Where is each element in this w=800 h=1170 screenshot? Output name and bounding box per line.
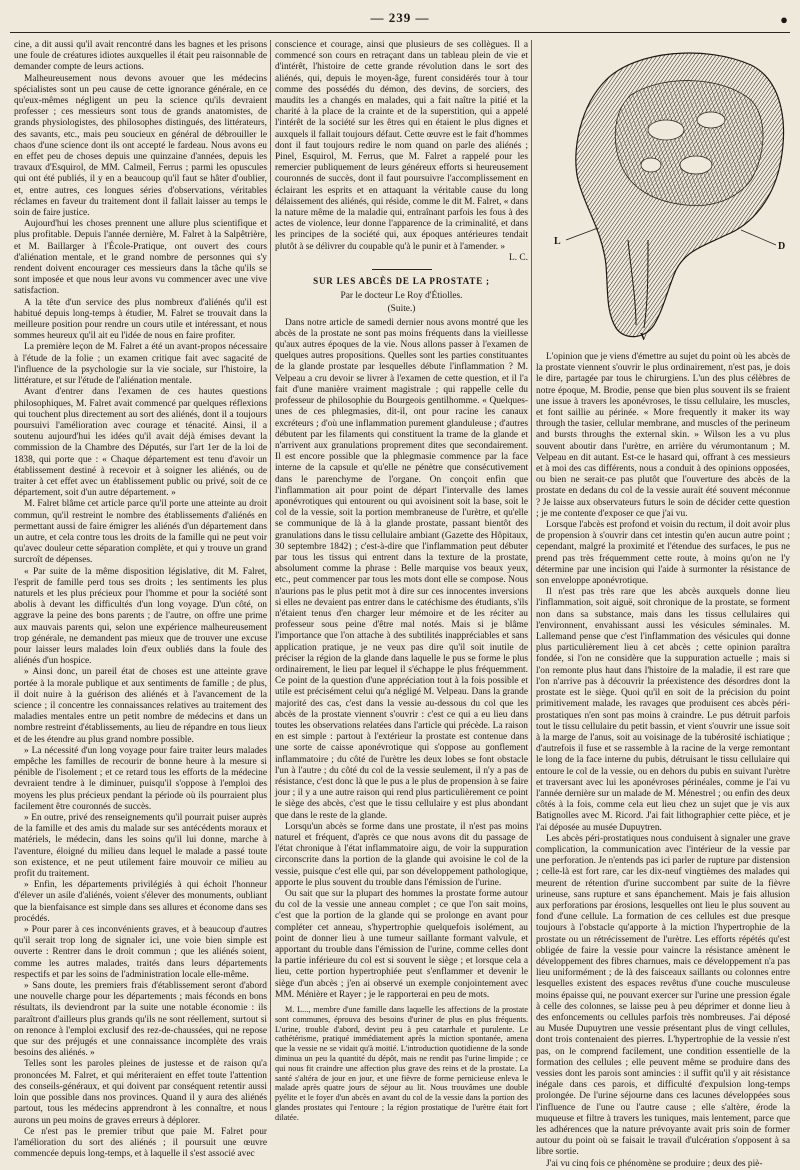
paragraph: A la tête d'un service des plus nombreux d'aliénés qu'il est habitué depuis long-temps à étudier, M. Falret se trouvait dans la meilleure position pour rendre un cours utile et intéressant, et nous sommes heureux qu'il ait eu l'idée de nous en faire profiter. [14,297,267,342]
section-rule [372,269,432,270]
prostate-specimen-illustration [536,40,790,345]
paragraph: Malheureusement nous devons avouer que les médecins spécialistes sont un peu cause de cette ignorance générale, en ce qu'eux-mêmes négligent un peu la science qu'ils devraient professer ; ces messieurs sont tous de grands anatomistes, de grands physiologistes, des philosophes distingués, des littérateurs, des savants, etc., mais peu soucieux en général de débrouiller le chaos d'une science dont ils ont accepté le fardeau. Nous avons eu en effet peu de choses depuis une quinzaine d'années, depuis les travaux d'Esquirol, de MM. Calmeil, Ferrus ; parmi les opuscules qui ont été publiés, il y en a beaucoup qu'il faut se hâter d'oublier, et, entre autres, ces longues séries d'observations, véritables réclames en faveur du traitement dont il fallait laisser au temps le soin de faire justice. [14,73,267,219]
article-title: SUR LES ABCÈS DE LA PROSTATE ; [313,276,490,287]
paragraph: » Ainsi donc, un pareil état de choses est une atteinte grave portée à la morale publique et aux sentiments de famille ; de plus, il doit nuire à la guérison des aliénés et à l'avancement de la science ; il concentre les connaissances relatives au traitement des maladies mentales entre un petit nombre de médecins et dans un nombre restreint d'établissements, au lieu de répandre en tous lieux et de les étendre au plus grand nombre possible. [14,667,267,745]
column-divider [531,40,532,1110]
paragraph: » En outre, privé des renseignements qu'il pourrait puiser auprès de la famille et des amis du malade sur ses antécédents moraux et matériels, le médecin, dans les soins qu'il lui donne, marche à l'aventure, éloigné du milieu dans lequel le malade a passé toute son existence, et ne peut utilement faire mouvoir ce milieu au profit du traitement. [14,813,267,880]
page-header [0,10,800,32]
paragraph: Ou sait que sur la plupart des hommes la prostate forme autour du col de la vessie une anneau complet ; ce que l'on sait moins, c'est que la portion de la glande qui se prolonge en avant pour compléter cet anneau, s'hypertrophie quelquefois isolément, au point de donner lieu à une tumeur saillante formant valvule, et apportant du trouble dans l'émission de l'urine, comme celles dont la partie inférieure du col est si souvent le siège ; et lorsque cela a lieu, cette portion hypertrophiée peut s'enflammer et devenir le siège d'un abcès ; j'en ai observé un exemple conjointement avec MM. Ménière et Rayer ; je le rapporterai en peu de mots. [275,889,528,1000]
paragraph: Telles sont les paroles pleines de justesse et de raison qu'a prononcées M. Falret, et qui mériteraient en effet toute l'attention des conseils-généraux, et qui doivent par conséquent retentir aussi loin que possible dans nos provinces. Quand il y aura des aliénés partout, tous les médecins apprendront à les connaître, et nous aurons un peu moins de graves erreurs à déplorer. [14,1059,267,1126]
column-1 [14,40,267,1160]
paragraph: » Sans doute, les premiers frais d'établissement seront d'abord une nouvelle charge pour les départements ; mais féconds en bons résultats, ils deviendront par la suite une notable économie : ils paraîtront d'ailleurs plus grands qu'ils ne sont réellement, surtout si on renonce à l'emploi exclusif des rez-de-chaussées, qui ne repose que sur des préjugés et une connaissance incomplète des vrais besoins des aliénés. » [14,981,267,1059]
page-number: — 239 — [370,10,430,25]
column-3 [536,352,790,1169]
column-divider [270,40,271,1110]
case-note: M. L..., membre d'une famille dans laquelle les affections de la prostate sont communes, éprouva des besoins d'uriner de plus en plus fréquents. L'urine, trouble d'abord, devint peu à peu catarrhale et purulente. Le cathétérisme, pratiqué immédiatement après la miction spontanée, amena que la vessie ne se vidait qu'à moitié. L'introduction quotidienne de la sonde diminua un peu la quantité du dépôt, mais ne rendit pas l'urine limpide ; ce qui nous fit craindre une affection plus grave des reins et de la prostate. La santé s'altéra de jour en jour, et une fièvre de forme pernicieuse enleva le malade après quatre jours de séjour au lit. Nous trouvâmes une double pyélite et le foyer d'un abcès en avant du col de la vessie dans la portion des glandes prostates qui l'entoure ; la région prostatique de l'urètre était fort dilatée. [275,1005,528,1122]
paragraph: cine, a dit aussi qu'il avait rencontré dans les bagnes et les prisons une foule de créatures idiotes auxquelles il était peu raisonnable de demander compte de leurs actions. [14,40,267,73]
header-rule [10,32,790,33]
paragraph: L'opinion que je viens d'émettre au sujet du point où les abcès de la prostate viennent s'ouvrir le plus ordinairement, n'est pas, je dois le dire, partagée par tous le chirurgiens. L'un des plus célèbres de notre époque, M. Brodie, pense que bien plus souvent ils se fraient une issue à travers les aponévroses, le tissu cellulaire, les muscles, et font saillie au périnée. « More frequently it maker its way through the tasier, cellular membrane, and muscles of the perineum and bursts throughs the external skin. » Wilson les a vu plus souvent aboutir dans l'urètre, en arrière du vérumontanum ; M. Velpeau en dit autant. Est-ce le hasard qui, offrant à ces messieurs et à moi des cas différents, nous a conduit à des opinions opposées, ou bien ne serait-ce pas plutôt que l'ouverture des abcès de la prostate en dedans du col de la vessie aurait été souvent méconnue ? Je laisse aux observateurs futurs le soin de décider cette question ; je me contente d'exposer ce que j'ai vu. [536,352,790,519]
paragraph: Ce n'est pas le premier tribut que paie M. Falret pour l'amélioration du sort des aliénés ; il poursuit une œuvre commencée depuis long-temps, et à laquelle il s'est associé avec [14,1126,267,1160]
paragraph: conscience et courage, ainsi que plusieurs de ses collègues. Il a commencé son cours en retraçant dans un tableau plein de vie et d'intérêt, l'histoire de cette grande révolution dans le sort des aliénés, qui, depuis le moyen-âge, furent considérés tour à tour comme des possédés du démon, des devins, de sorciers, des maudits les a changés en malades, qui a fait naître la pitié et la charité à la place de la crainte et de la superstition, qui a appelé l'intérêt de la société sur les êtres qui en étaient le plus dignes et auxquels il fallait toujours défaut. Cette œuvre est le fait d'hommes dont il faut toujours redire le nom quand on parle des aliénés ; Pinel, Esquirol, M. Ferrus, que M. Falret a rappelé pour les remercier publiquement de leurs généreux efforts si heureusement couronnés de succès, dont il faut poursuivre l'accomplissement en éclairant les esprits et en attaquant la véritable cause du long délaissement des aliénés, qui réside, comme le dit M. Falret, « dans la nature même de la maladie qui, entraînant parfois les fous à des actes de violence, leur donne l'apparence de la criminalité, et dans les principes de la société qui, aux époques antérieures tendait plutôt à se délivrer du coupable qu'à le punir et à l'amender. » [275,40,528,252]
column-2 [275,40,528,1122]
paragraph: Aujourd'hui les choses prennent une allure plus scientifique et plus profitable. Depuis l'année dernière, M. Falret à la Salpêtrière, et M. Baillarger à l'École-Pratique, ont ouvert des cours d'aliénation mentale, et le grand nombre de personnes qui s'y rendent doivent encourager ces messieurs dans la tâche qu'ils se sont imposée et que nous leur avons vu commencer avec une vive satisfaction. [14,219,267,297]
paragraph: J'ai vu cinq fois ce phénomène se produire ; deux des piè- [546,1158,763,1169]
article-continuation: (Suite.) [387,304,416,315]
paragraph: Lorsqu'un abcès se forme dans une prostate, il n'est pas moins naturel et fréquent, d'après ce que nous avons dit du passage de l'état chronique à l'état inflammatoire aigu, de voir la suppuration circonscrite dans la portion de la glande qui avoisine le col de la vessie, puisque c'est elle qui, par son développement pathologique, apporte le plus souvent du trouble dans l'émission de l'urine. [275,821,528,888]
author-signature: L. C. [508,252,528,263]
anatomical-engraving [536,40,790,345]
bullet-ornament-icon: ● [780,12,788,27]
paragraph: Il n'est pas très rare que les abcès auxquels donne lieu l'inflammation, soit aiguë, soit chronique de la prostate, se forment non dans sa substance, mais dans les tissus cellulaires qui l'environnent, envahissant aussi les vésicules séminales. M. Lallemand pense que c'est l'inflammation des vésicules qui donne plus particulièrement lieu à cet abcès ; cette opinion paraîtra fondée, si l'on ne considère que la suppuration actuelle ; mais si l'on remonte plus haut dans l'histoire de la maladie, il est rare que l'on n'arrive pas à découvrir la préexistence des désordres dont la prostate est le siège. Quoi qu'il en soit de la précision du point primitivement malade, les ravages que produisent ces abcès péri-prostatiques n'en sont pas moins à craindre. Le pus détruit parfois tout le tissu cellulaire du petit bassin, et vient s'ouvrir une issue soit à la marge de l'anus, soit au voisinage de la tubérosité ischiatique ; d'autrefois il fuse et se rassemble à la racine de la verge remontant le long de la face interne du pubis, détruisant le tissu cellulaire qui entoure le col de la vessie, ou en dehors du pubis en suivant l'urètre et traversant avec lui les aponévroses périnéales, comme je l'ai vu l'année dernière sur un malade de M. Ménestrel ; ou enfin des deux côtés à la fois, comme cela eut lieu chez un sujet que je vis aux Batignolles avec M. Ricord. J'ai fait lithographier cette pièce, et je l'ai déposée au musée Dupuytren. [536,587,790,833]
paragraph: La première leçon de M. Falret a été un avant-propos nécessaire à l'étude de la folie ; un examen critique fait avec sagacité de l'influence de la psychologie sur la vie sociale, sur l'histoire, la littérature, et sur l'étude de l'aliénation mentale. [14,342,267,387]
paragraph: » Enfin, les départements privilégiés à qui échoit l'honneur d'élever un asile d'aliénés, voient s'élever des monuments, oubliant que la bienfaisance est simple dans ses allures et économe dans ses procédés. [14,880,267,924]
article-byline: Par le docteur Le Roy d'Étiolles. [340,291,463,302]
paragraph: Les abcès péri-prostatiques nous conduisent à signaler une grave complication, la communication avec l'intérieur de la vessie par une perforation. Je n'entends pas ici parler de rupture par distension ; celle-là est fort rare, car les dix-neuf vingtièmes des malades qui meurent de rétention d'urine succombent par suite de la fièvre urineuse, sans rupture et sans épanchement. Mais je fais allusion aux perforations par érosions, lesquelles ont lieu le plus souvent au fond d'une cellule. La formation de ces cellules est due presque toujours à l'obstacle qu'apporte à la miction l'hypertrophie de la prostate ou un rétrécissement de l'urètre. Les efforts répétés qu'est obligée de faire la vessie pour vaincre la résistance amènent le développement des fibres charnues, mais ce développement n'a pas lieu uniformément ; de là des faisceaux saillants ou colonnes entre lesquelles existent des espaces revêtus d'une couche musculeuse moins épaisse qui, ne pouvant exercer sur l'urine une pression égale à celle des colonnes, se laisse peu à peu déprimer et donne lieu à des enfoncements ou cellules parfois très nombreuses. J'ai déposé au Musée Dupuytren une vessie présentant plus de vingt cellules, dont trois contenaient des pierres. L'hypertrophie de la vessie n'est pas, on le comprend facilement, une condition essentielle de la formation des cellules ; elle peuvent même se produire dans des vessies dont les parois sont amincies : il suffit qu'il y ait résistance inégale dans ces parois, et difficulté d'expulsion long-temps prolongée. De l'urine séjourne dans ces lacunes développées sous l'influence de l'une ou l'autre cause ; elle s'altère, érode la muqueuse et filtre à travers les tuniques, mais lentement, parce que les adhérences que la nature prévoyante avait pris soin de former autour du point où se faisait le travail d'ulcération s'opposent à sa libre sortie. [536,833,790,1158]
paragraph: Lorsque l'abcès est profond et voisin du rectum, il doit avoir plus de propension à s'ouvrir dans cet intestin qu'en aucun autre point ; cependant, malgré la proximité et l'étendue des surfaces, le pus ne prend pas très fréquemment cette route, à moins qu'on ne l'y détermine par une incision qui l'aide à surmonter la résistance de son enveloppe aponévrotique. [536,520,790,587]
paragraph: « Par suite de la même disposition législative, dit M. Falret, l'esprit de famille perd tous ses droits ; les sentiments les plus naturels et les plus précieux pour l'homme et pour la société sont abolis à devant les difficultés d'un long voyage. D'un côté, on aggrave la peine des bons parents ; de l'autre, on offre une prime aux mauvais parents qui, selon une expérience malheureusement trop générale, ne demandent pas mieux que de trouver une excuse pour laisser leurs malades loin d'eux oubliés dans la foule des aliénés d'un hospice. [14,566,267,667]
figure-label-d: D [778,241,786,252]
paragraph: Avant d'entrer dans l'examen de ces hautes questions philosophiques, M. Falret avait commencé par quelques réflexions qui touchent plus directement au sort des aliénés, dont il a toujours poursuivi l'amélioration avec courage et ténacité. Ainsi, il a soutenu aujourd'hui les idées qu'il avait déjà émises devant la commission de la Chambre des Députés, sur l'art 1er de la loi de 1838, qui porte que : « Chaque département est tenu d'avoir un établissement destiné à recevoir et à soigner les aliénés, ou de traiter à cet effet avec un établissement public ou privé, soit de ce département, soit d'un autre département. » [14,387,267,499]
paragraph: M. Falret blâme cet article parce qu'il porte une atteinte au droit commun, qu'il restreint le nombre des établissements d'aliénés en permettant aussi de faire émigrer les aliénés d'un département dans un autre, et cela contre tous les droits de la famille qui ne peut voir qu'avec douleur cette séparation complète, et qui y trouve un grand surcroît de dépenses. [14,499,267,566]
figure-label-l: L [554,236,561,247]
paragraph: » La nécessité d'un long voyage pour faire traiter leurs malades empêche les familles de recourir de bonne heure à la mesure si pénible de l'isolement ; et ce retard tous les efforts de la médecine devraient tendre à le diminuer, puisqu'il s'oppose à l'emploi des moyens les plus précieux pendant la période où ils pourraient plus facilement être couronnés de succès. [14,745,267,812]
paragraph: Dans notre article de samedi dernier nous avons montré que les abcès de la prostate ne sont pas moins fréquents dans la vieillesse qu'aux autres époques de la vie. Nous allons passer à l'examen de quelques autres propositions. Quelles sont les parties constituantes de la glande prostate par lesquelles débute l'inflammation ? M. Velpeau a cru devoir se livrer à l'examen de cette question, et il l'a fait d'une manière vraiment magistrale ; qui rappelle celle du professeur de philosophie du Bourgeois gentilhomme. « Quelques-unes de ces phlegmasies, dit-il, ont pour racine les canaux excréteurs ; d'où une inflammation purement glanduleuse ; d'autres débutent par les filaments qui constituent la trame de la glande et n'arrivent aux granulations proprement dites que secondairement. Il est encore possible que la phlegmasie commence par la face interne de la capsule et qu'elle ne pénètre que consécutivement dans le parenchyme de l'organe. On conçoit enfin que l'inflammation ait pour point de départ l'intervalle des lames aponévrotiques qui entourent ou qui avoisinent soit la base, soit le col de la vessie, soit la portion membraneuse de l'urètre, et qu'elle se communique de là à la glande prostate, passant bientôt des granulations dans le tissu cellulaire ambiant (Gazette des Hôpitaux, 30 septembre 1842) ; c'est-à-dire que l'inflammation peut débuter par tous les tissus qui entrent dans la texture de la prostate, absolument comme la phrase : Belle marquise vos beaux yeux, etc., peut commencer par tous les mots dont elle se compose. Nous n'aurions pas le plus petit mot à dire sur ces innocentes inversions si elles ne devaient pas entrer dans le catéchisme des étudiants, s'ils n'étaient tenus d'en charger leur mémoire et de les réciter au professeur sous peine d'être mal notés. Mais si je blâme l'importance que l'on attache à des subtilités inappréciables et sans application pratique, je ne veux pas dire qu'il soit inutile de préciser la région de la glande dans laquelle le pus se forme le plus ordinairement, le lieu par lequel il s'échappe le plus fréquemment. Ce point de la question d'une appréciation tout à la fois possible et utile est précisément celui qu'a négligé M. Velpeau. Dans la grande majorité des cas, c'est dans la vessie au-dessous du col que les abcès de la prostate viennent s'ouvrir : c'est ce qui a eu lieu dans toutes les observations relatées dans l'article qui précède. La raison en est simple : partout à l'extérieur la prostate est contenue dans une sorte de caisse aponévrotique qui s'oppose au gonflement inflammatoire ; du côté de l'urètre les deux lobes se font obstacle l'un à l'autre ; du côté du col de la vessie seulement, il n'y a pas de résistance, c'est donc là que le pus a le plus de propension à se faire jour ; il y a une autre raison qui rend plus particulièrement ce point le siège des abcès, c'est que le tissu cellulaire y est plus abondant que dans le reste de la glande. [275,317,528,821]
figure-label-v: V [640,332,648,343]
paragraph: » Pour parer à ces inconvénients graves, et à beaucoup d'autres qu'il serait trop long de signaler ici, une voie bien simple est ouverte : Rentrer dans le droit commun ; que les aliénés soient, comme les autres malades, traités dans leurs départements respectifs et par les soins de l'administration locale elle-même. [14,925,267,980]
